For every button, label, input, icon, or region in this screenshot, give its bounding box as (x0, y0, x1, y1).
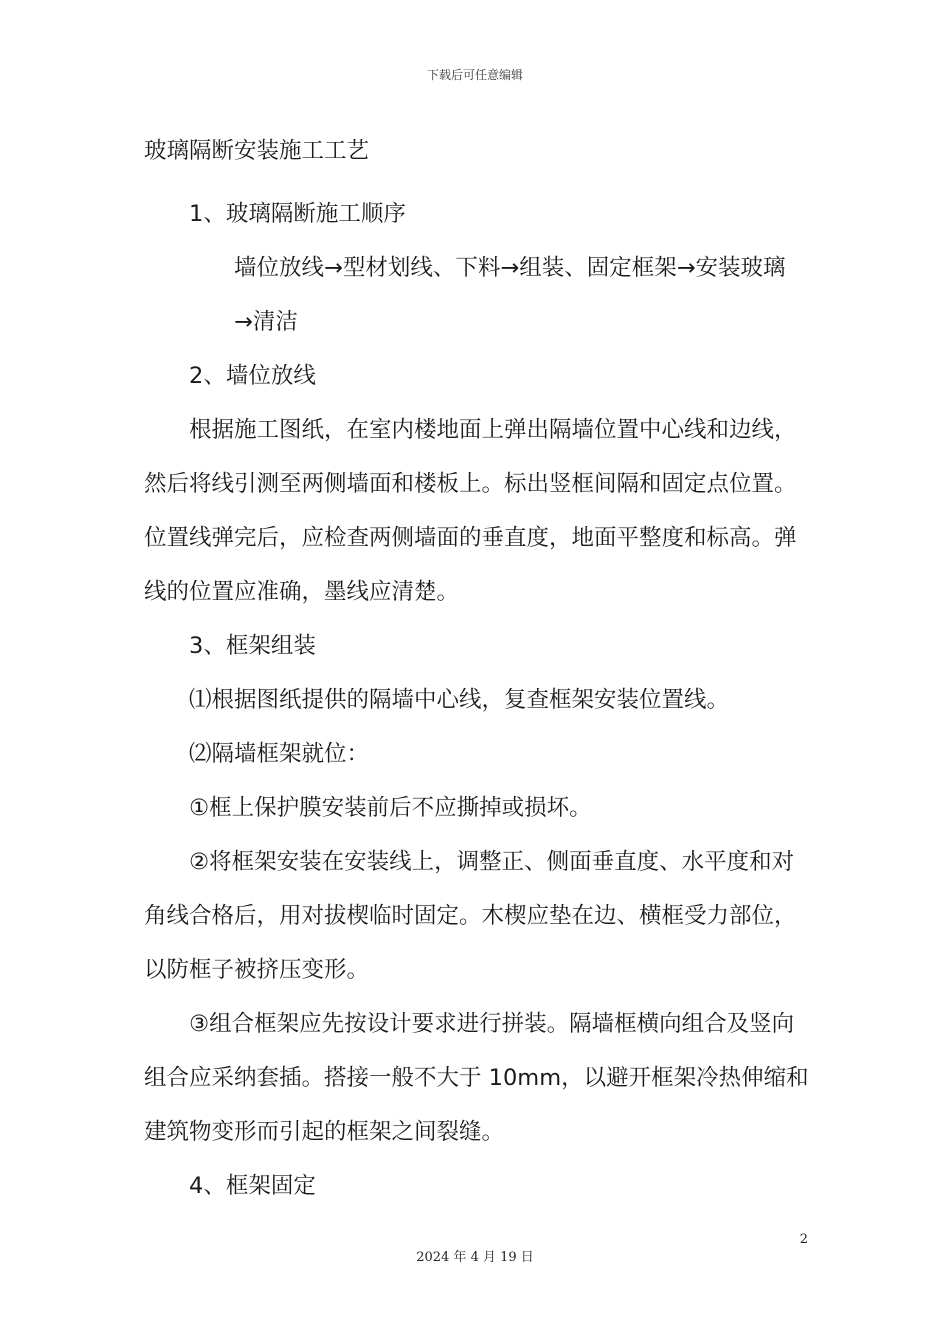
paragraph-line: 线的位置应准确，墨线应清楚。 (144, 579, 460, 605)
paragraph-line: 然后将线引测至两侧墙面和楼板上。标出竖框间隔和固定点位置。 (144, 471, 797, 497)
paragraph-line: 根据施工图纸，在室内楼地面上弹出隔墙位置中心线和边线， (189, 417, 797, 443)
page-header: 下载后可任意编辑 (426, 68, 523, 82)
paragraph-line: 角线合格后，用对拔楔临时固定。木楔应垫在边、横框受力部位， (144, 903, 797, 929)
paragraph-line: 以防框子被挤压变形。 (144, 957, 370, 983)
list-item: ⑵隔墙框架就位： (189, 741, 370, 767)
footer-date: 2024 年 4 月 19 日 (416, 1250, 534, 1265)
section-heading-3: 3、框架组装 (189, 633, 316, 659)
section-heading-1: 1、玻璃隔断施工顺序 (189, 201, 406, 227)
list-item: ②将框架安装在安装线上，调整正、侧面垂直度、水平度和对 (189, 849, 795, 875)
page-number: 2 (799, 1232, 808, 1247)
document-title: 玻璃隔断安装施工工艺 (144, 138, 370, 164)
list-item: ①框上保护膜安装前后不应撕掉或损坏。 (189, 795, 592, 821)
list-item: ⑴根据图纸提供的隔墙中心线，复查框架安装位置线。 (189, 687, 730, 713)
paragraph-line: →清洁 (234, 309, 298, 335)
section-heading-2: 2、墙位放线 (189, 363, 316, 389)
paragraph-line: 建筑物变形而引起的框架之间裂缝。 (144, 1119, 505, 1145)
section-heading-4: 4、框架固定 (189, 1173, 316, 1199)
paragraph-line: 墙位放线→型材划线、下料→组装、固定框架→安装玻璃 (234, 255, 786, 281)
list-item: ③组合框架应先按设计要求进行拼装。隔墙框横向组合及竖向 (189, 1011, 795, 1037)
paragraph-line: 位置线弹完后，应检查两侧墙面的垂直度，地面平整度和标高。弹 (144, 525, 797, 551)
paragraph-line: 组合应采纳套插。搭接一般不大于 10mm，以避开框架冷热伸缩和 (144, 1065, 809, 1091)
